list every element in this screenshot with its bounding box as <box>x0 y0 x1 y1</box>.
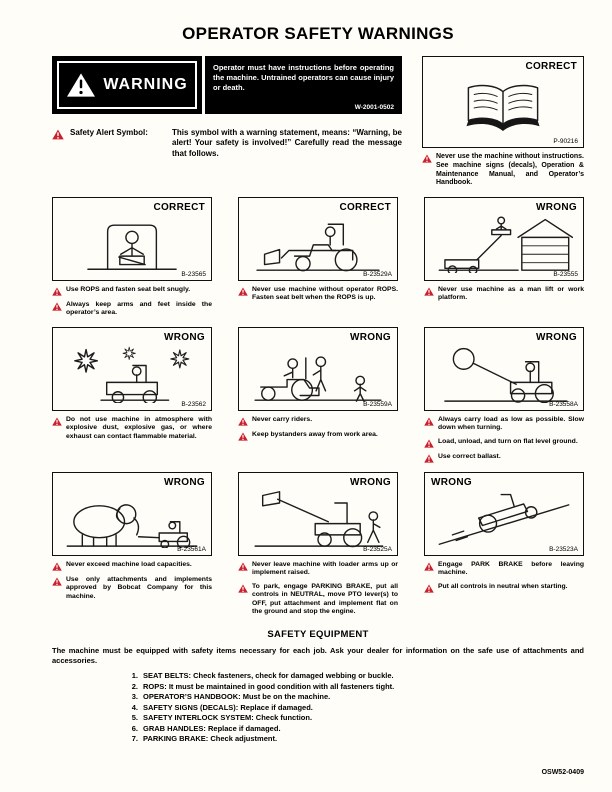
safety-note-text: Put all controls in neutral when starting. <box>438 582 568 590</box>
panel-verdict-label: WRONG <box>164 476 205 488</box>
safety-note <box>52 576 212 601</box>
safety-note <box>52 561 212 571</box>
safety-note-text: Never leave machine with loader arms up or implement raised. <box>252 560 398 577</box>
safety-note <box>52 416 212 441</box>
safety-note <box>238 416 398 426</box>
safety-alert-icon <box>424 584 434 593</box>
loader-tractor-illustration <box>249 213 387 273</box>
panel-figure <box>424 472 584 556</box>
safety-note <box>424 561 584 578</box>
safety-note-text: Never exceed machine load capacities. <box>66 560 192 568</box>
panel-verdict-label: CORRECT <box>339 202 391 213</box>
open-handbook-illustration <box>453 80 553 134</box>
safety-alert-icon <box>52 417 62 426</box>
warning-label: WARNING <box>103 76 188 93</box>
figure-code: B-23561A <box>177 545 206 553</box>
list-item-number: 6. <box>131 723 138 733</box>
panel-figure <box>238 472 398 556</box>
safety-note-text: Never use machine as a man lift or work platform. <box>438 286 584 302</box>
safety-note <box>424 583 584 593</box>
panel-verdict-label: WRONG <box>350 476 391 488</box>
list-item <box>126 703 584 714</box>
safety-note-text: Never carry riders. <box>252 415 313 423</box>
panel-figure <box>424 197 584 281</box>
safety-alert-icon <box>52 302 62 311</box>
warning-message-text: Operator must have instructions before operating the machine. Untrained operators can cause injury or death. <box>213 63 394 92</box>
panel-riders <box>238 327 398 441</box>
panel-figure <box>424 327 584 411</box>
safety-alert-icon <box>424 454 434 463</box>
safety-alert-icon <box>52 287 62 296</box>
warning-message-code: W-2001-0502 <box>354 104 394 111</box>
slope-rollaway-illustration <box>435 488 573 548</box>
safety-note <box>52 286 212 296</box>
safety-alert-icon <box>52 562 62 571</box>
list-item <box>126 734 584 745</box>
panel-figure <box>238 197 398 281</box>
top-section <box>52 56 584 188</box>
safety-note <box>424 453 584 463</box>
rops-seatbelt-illustration <box>63 213 201 273</box>
list-item-number: 7. <box>131 734 138 744</box>
safety-note <box>52 301 212 318</box>
panel-park-brake <box>424 472 584 593</box>
panel-rops-seatbelt <box>52 197 212 318</box>
safety-note-text: To park, engage PARKING BRAKE, put all controls in NEUTRAL, move PTO lever(s) to OFF, put attachment and implement flat on the ground and stop the engine. <box>252 582 398 616</box>
figure-code: P-90216 <box>553 138 578 145</box>
list-item-number: 1. <box>131 671 138 681</box>
high-load-illustration <box>435 343 573 403</box>
safety-alert-icon <box>238 287 248 296</box>
safety-note-text: Load, unload, and turn on flat level ground. <box>438 437 578 445</box>
panel-loader-arms-raised <box>238 472 398 617</box>
list-item-text: OPERATOR’S HANDBOOK: Must be on the machine. <box>143 692 331 702</box>
safety-alert-icon <box>238 417 248 426</box>
warning-message-box <box>205 56 402 114</box>
panel-handbook-figure <box>422 56 584 148</box>
safety-note-text: Engage PARK BRAKE before leaving machine. <box>438 560 584 577</box>
safety-alert-icon <box>52 129 64 140</box>
safety-alert-icon <box>424 417 434 426</box>
safety-note-text: Never use the machine without instructions. See machine signs (decals), Operation & Maintenance Manual, and Operator’s Handbook. <box>436 153 584 187</box>
safety-note <box>424 286 584 303</box>
safety-note-text: Use correct ballast. <box>438 452 501 460</box>
figure-code: B-23558A <box>549 400 578 408</box>
figure-code: B-23565 <box>181 271 206 278</box>
safety-alert-icon <box>424 562 434 571</box>
safety-note <box>238 431 398 441</box>
safety-alert-icon <box>424 439 434 448</box>
list-item <box>126 682 584 693</box>
panel-carry-load-low <box>424 327 584 463</box>
safety-alert-text: This symbol with a warning statement, means: “Warning, be alert! Your safety is involved!” Carefully read the message that follows. <box>172 128 402 158</box>
figure-code: B-23562 <box>181 400 206 408</box>
safety-note <box>238 583 398 617</box>
safety-note-text: Use only attachments and implements approved by Bobcat Company for this machine. <box>66 575 212 600</box>
figure-code: B-23525A <box>363 545 392 553</box>
list-item <box>126 692 584 703</box>
list-item-number: 2. <box>131 681 138 691</box>
panel-load-capacity <box>52 472 212 601</box>
page-title: OPERATOR SAFETY WARNINGS <box>182 24 454 43</box>
panel-verdict-label: CORRECT <box>525 61 577 72</box>
safety-note-text: Always carry load as low as possible. Slow down when turning. <box>438 415 584 432</box>
elephant-towing-illustration <box>63 488 201 548</box>
list-item-number: 5. <box>131 713 138 723</box>
safety-note <box>238 286 398 303</box>
panel-verdict-label: WRONG <box>431 476 472 488</box>
safety-note-text: Use ROPS and fasten seat belt snugly. <box>66 286 191 293</box>
safety-panels-grid <box>52 197 584 617</box>
safety-alert-icon <box>238 584 248 593</box>
list-item-text: SEAT BELTS: Check fasteners, check for damaged webbing or buckle. <box>143 671 394 681</box>
panel-man-lift <box>424 197 584 303</box>
list-item-text: GRAB HANDLES: Replace if damaged. <box>143 723 281 733</box>
panel-verdict-label: WRONG <box>350 331 391 343</box>
list-item-number: 3. <box>131 692 138 702</box>
safety-note <box>424 416 584 433</box>
list-item-text: SAFETY SIGNS (DECALS): Replace if damaged. <box>143 702 313 712</box>
panel-figure <box>52 327 212 411</box>
safety-note-text: Keep bystanders away from work area. <box>252 430 378 438</box>
safety-note-text: Do not use machine in atmosphere with explosive dust, explosive gas, or where exhaust can contact flammable material. <box>66 415 212 440</box>
panel-operator-rops <box>238 197 398 303</box>
safety-equipment-list <box>52 671 584 745</box>
safety-equipment-intro: The machine must be equipped with safety items necessary for each job. Ask your dealer for information on the safe use of attachments and accessories. <box>52 645 584 665</box>
safety-alert-icon <box>238 562 248 571</box>
safety-alert-icon <box>238 432 248 441</box>
safety-alert-label: Safety Alert Symbol: <box>70 128 148 137</box>
safety-note-text: Always keep arms and feet inside the operator’s area. <box>66 301 212 317</box>
list-item <box>126 671 584 682</box>
panel-figure <box>52 472 212 556</box>
arms-raised-illustration <box>249 488 387 548</box>
list-item-text: PARKING BRAKE: Check adjustment. <box>143 734 278 744</box>
list-item <box>126 724 584 735</box>
panel-verdict-label: WRONG <box>164 331 205 343</box>
panel-explosive-atmosphere <box>52 327 212 441</box>
list-item-text: SAFETY INTERLOCK SYSTEM: Check function. <box>143 713 313 723</box>
panel-verdict-label: WRONG <box>536 331 577 343</box>
man-lift-illustration <box>435 213 573 273</box>
list-item-text: ROPS: It must be maintained in good condition with all fasteners tight. <box>143 681 395 691</box>
list-item-number: 4. <box>131 702 138 712</box>
document-code: OSW52-0409 <box>541 769 584 776</box>
safety-note <box>424 438 584 448</box>
safety-alert-row <box>52 128 402 159</box>
safety-equipment-heading: SAFETY EQUIPMENT <box>267 628 369 640</box>
panel-figure <box>238 327 398 411</box>
safety-note <box>238 561 398 578</box>
list-item <box>126 713 584 724</box>
panel-figure <box>52 197 212 281</box>
safety-note <box>422 153 584 188</box>
warning-triangle-icon <box>66 72 96 98</box>
panel-verdict-label: WRONG <box>536 202 577 213</box>
riders-illustration <box>249 343 387 403</box>
safety-alert-icon <box>424 287 434 296</box>
safety-note-text: Never use machine without operator ROPS. Fasten seat belt when the ROPS is up. <box>252 286 398 302</box>
safety-alert-icon <box>422 154 432 163</box>
safety-equipment-section <box>52 629 584 745</box>
figure-code: B-23555 <box>553 271 578 278</box>
safety-alert-icon <box>52 577 62 586</box>
explosive-atmosphere-illustration <box>63 343 201 403</box>
figure-code: B-23559A <box>363 400 392 408</box>
warning-banner <box>52 56 202 114</box>
panel-verdict-label: CORRECT <box>153 202 205 213</box>
figure-code: B-23523A <box>549 545 578 553</box>
figure-code: B-23529A <box>363 271 392 278</box>
